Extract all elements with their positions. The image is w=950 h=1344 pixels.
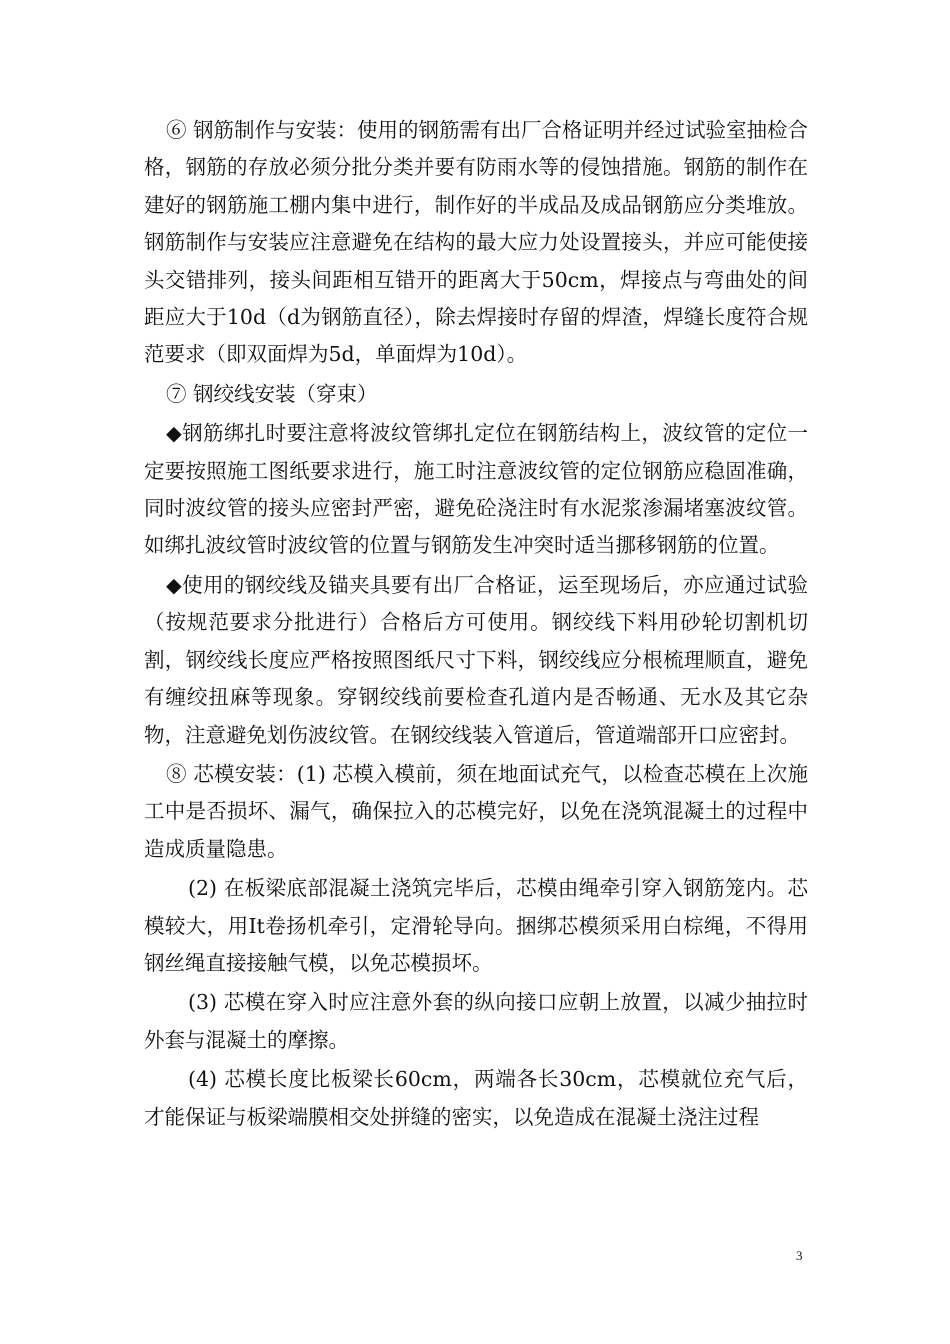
paragraph-strand-heading: ⑦ 钢绞线安装（穿束） (166, 381, 378, 406)
page-body (144, 112, 808, 1138)
paragraph-duct-binding: ◆钢筋绑扎时要注意将波纹管绑扎定位在钢筋结构上，波纹管的定位一定要按照施工图纸要求进行，施工时注意波纹管的定位钢筋应稳固准确，同时波纹管的接头应密封严密，避免砼浇注时有水泥浆渗漏堵塞波纹管。如绑扎波纹管时波纹管的位置与钢筋发生冲突时适当挪移钢筋的位置。 (144, 421, 808, 558)
paragraph-core-mold-4: (4) 芯模长度比板梁长60cm，两端各长30cm，芯模就位充气后，才能保证与板梁端膜相交处拼缝的密实，以免造成在混凝土浇注过程 (144, 1067, 808, 1129)
paragraph-rebar-fabrication: ⑥ 钢筋制作与安装：使用的钢筋需有出厂合格证明并经过试验室抽检合格，钢筋的存放必须分批分类并要有防雨水等的侵蚀措施。钢筋的制作在建好的钢筋施工棚内集中进行，制作好的半成品及成品钢筋应分类堆放。钢筋制作与安装应注意避免在结构的最大应力处设置接头，并应可能使接头交错排列，接头间距相互错开的距离大于50cm，焊接点与弯曲处的间距应大于10d（d为钢筋直径），除去焊接时存留的焊渣，焊缝长度符合规范要求（即双面焊为5d，单面焊为10d）。 (144, 118, 809, 367)
paragraph-strand-installation: ◆使用的钢绞线及锚夹具要有出厂合格证，运至现场后，亦应通过试验（按规范要求分批进行）合格后方可使用。钢绞线下料用砂轮切割机切割，钢绞线长度应严格按照图纸尺寸下料，钢绞线应分根梳理顺直，避免有缠绞扭麻等现象。穿钢绞线前要检查孔道内是否畅通、无水及其它杂物，注意避免划伤波纹管。在钢绞线装入管道后，管道端部开口应密封。 (144, 572, 808, 747)
paragraph-core-mold-3: (3) 芯模在穿入时应注意外套的纵向接口应朝上放置，以减少抽拉时外套与混凝土的摩擦。 (144, 990, 808, 1052)
page-number: 3 (796, 1248, 803, 1263)
paragraph-core-mold-2: (2) 在板梁底部混凝土浇筑完毕后，芯模由绳牵引穿入钢筋笼内。芯模较大，用It卷扬机牵引，定滑轮导向。捆绑芯模须采用白棕绳，不得用钢丝绳直接接触气模，以免芯模损坏。 (144, 876, 808, 975)
paragraph-core-mold-1: ⑧ 芯模安装：(1) 芯模入模前，须在地面试充气，以检查芯模在上次施工中是否损坏、漏气，确保拉入的芯模完好，以免在浇筑混凝土的过程中造成质量隐患。 (144, 761, 808, 861)
